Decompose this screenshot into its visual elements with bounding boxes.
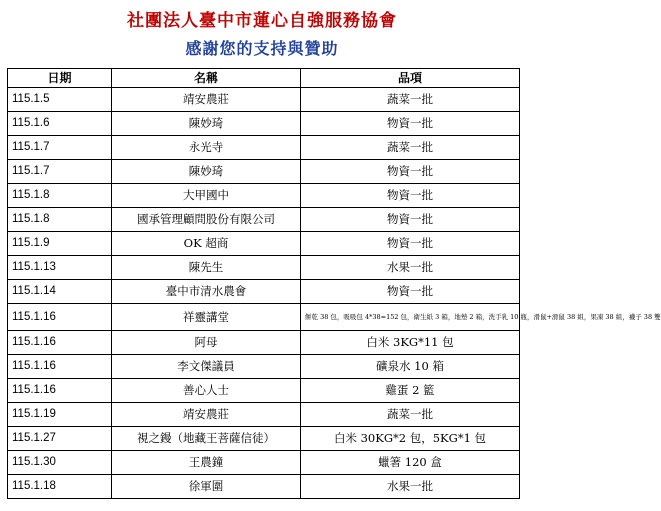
name-cell: 李文傑議員	[112, 355, 301, 379]
table-row	[8, 88, 520, 112]
table-row	[8, 427, 520, 451]
item-cell: 物資一批	[301, 280, 520, 304]
item-cell: 物資一批	[301, 112, 520, 136]
organization-title: 社團法人臺中市蓮心自強服務協會	[127, 11, 397, 31]
item-cell: 物資一批	[301, 184, 520, 208]
table-row	[8, 475, 520, 499]
item-cell: 物資一批	[301, 160, 520, 184]
date-cell: 115.1.18	[8, 475, 112, 499]
table-row	[8, 160, 520, 184]
date-cell: 115.1.27	[8, 427, 112, 451]
date-cell: 115.1.13	[8, 256, 112, 280]
name-cell: 陳先生	[112, 256, 301, 280]
name-cell: 視之鏝（地藏王菩薩信徒）	[112, 427, 301, 451]
name-cell: 陳妙琦	[112, 160, 301, 184]
item-cell: 物資一批	[301, 232, 520, 256]
date-cell: 115.1.8	[8, 208, 112, 232]
item-cell: 礦泉水 10 箱	[301, 355, 520, 379]
table-row	[8, 256, 520, 280]
name-cell: 祥靈講堂	[112, 304, 301, 331]
date-cell: 115.1.16	[8, 355, 112, 379]
name-cell: 靖安農莊	[112, 88, 301, 112]
column-header-item: 品項	[301, 69, 520, 88]
table-row	[8, 280, 520, 304]
item-cell: 水果一批	[301, 256, 520, 280]
date-cell: 115.1.8	[8, 184, 112, 208]
table-row	[8, 184, 520, 208]
item-cell: 蔬菜一批	[301, 88, 520, 112]
name-cell: 臺中市清水農會	[112, 280, 301, 304]
thank-you-subtitle: 感謝您的支持與贊助	[185, 39, 339, 58]
date-cell: 115.1.16	[8, 379, 112, 403]
table-row	[8, 331, 520, 355]
column-header-date: 日期	[8, 69, 112, 88]
date-cell: 115.1.6	[8, 112, 112, 136]
table-header-row	[8, 69, 520, 88]
name-cell: 徐軍圍	[112, 475, 301, 499]
name-cell: 王農鐘	[112, 451, 301, 475]
date-cell: 115.1.30	[8, 451, 112, 475]
column-header-name: 名稱	[112, 69, 301, 88]
table-row	[8, 379, 520, 403]
date-cell: 115.1.14	[8, 280, 112, 304]
date-cell: 115.1.7	[8, 136, 112, 160]
date-cell: 115.1.16	[8, 304, 112, 331]
name-cell: OK 超商	[112, 232, 301, 256]
name-cell: 善心人士	[112, 379, 301, 403]
date-cell: 115.1.7	[8, 160, 112, 184]
table-row	[8, 208, 520, 232]
donation-table	[7, 68, 661, 499]
item-cell: 蔬菜一批	[301, 403, 520, 427]
name-cell: 靖安農莊	[112, 403, 301, 427]
name-cell: 國承管理顧問股份有限公司	[112, 208, 301, 232]
table-row	[8, 355, 520, 379]
date-cell: 115.1.16	[8, 331, 112, 355]
item-cell: 水果一批	[301, 475, 520, 499]
item-cell: 雞蛋 2 籃	[301, 379, 520, 403]
item-cell: 蔬菜一批	[301, 136, 520, 160]
name-cell: 大甲國中	[112, 184, 301, 208]
name-cell: 永光寺	[112, 136, 301, 160]
item-cell: 白米 3KG*11 包	[301, 331, 520, 355]
table-row	[8, 136, 520, 160]
name-cell: 陳妙琦	[112, 112, 301, 136]
date-cell: 115.1.5	[8, 88, 112, 112]
item-cell: 白米 30KG*2 包，5KG*1 包	[301, 427, 520, 451]
date-cell: 115.1.19	[8, 403, 112, 427]
table-row	[8, 112, 520, 136]
item-cell: 蠟箸 120 盒	[301, 451, 520, 475]
table-row	[8, 304, 520, 331]
table-row	[8, 451, 520, 475]
table-row	[8, 232, 520, 256]
item-cell: 餅乾 38 包，吸吸包 4*38=152 包，衛生紙 3 箱，地墊 2 箱，洗手乳 10 瓶，滑鼠+滑鼠 38 組，果凍 38 組，襪子 38 雙	[301, 304, 520, 331]
date-cell: 115.1.9	[8, 232, 112, 256]
table-row	[8, 403, 520, 427]
name-cell: 阿母	[112, 331, 301, 355]
item-cell: 物資一批	[301, 208, 520, 232]
